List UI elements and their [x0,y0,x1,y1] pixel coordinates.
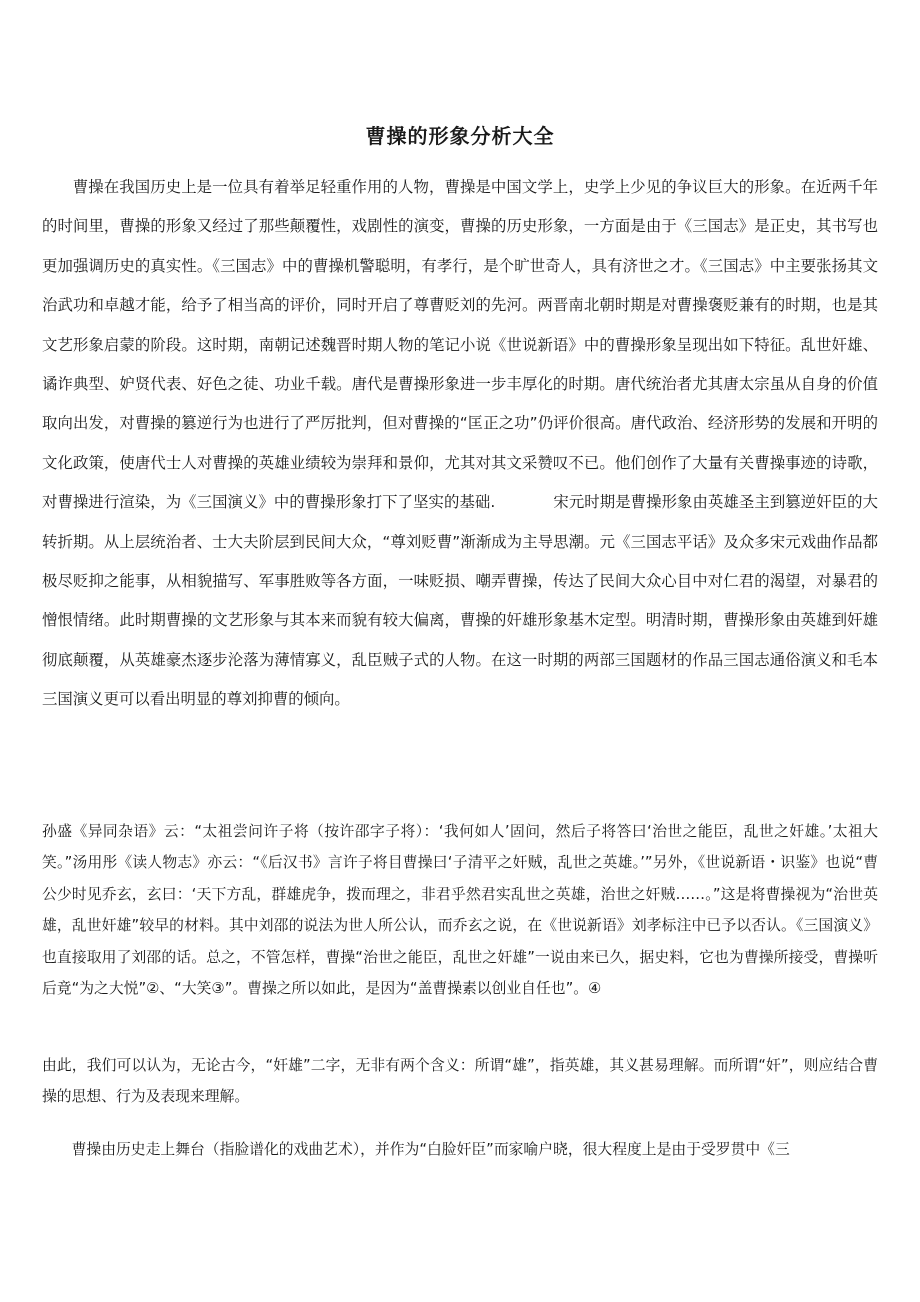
paragraph-1-text-b: 宋元时期是曹操形象由英雄圣主到篡逆奸臣的大转折期。从上层统治者、士大夫阶层到民间大众，“尊刘贬曹”渐渐成为主导思潮。元《三国志平话》及众多宋元戏曲作品都极尽贬抑之能事，从相貌描写、军事胜败等各方面，一味贬损、嘲弄曹操，传达了民间大众心目中对仁君的渴望，对暴君的憎恨情绪。此时期曹操的文艺形象与其本来而貌有较大偏离，曹操的奸雄形象基木定型。明清时期，曹操形象由英雄到奸雄彻底颠覆，从英雄豪杰逐步沦落为薄情寡义，乱臣贼子式的人物。在这一时期的两部三国题材的作品三国志通俗演义和毛本三国演义更可以看出明显的尊刘抑曹的倾向。 [42,493,878,709]
body-paragraph-4: 曹操由历史走上舞台（指脸谱化的戏曲艺术），并作为“白脸奸臣”而家喻户晓，很大程度上是由于受罗贯中《三 [71,1141,790,1158]
body-paragraph-2: 孙盛《异同杂语》云：“太祖尝问许子将（按许邵字子将）：‘我何如人’固问，然后子将答曰‘治世之能臣，乱世之奸雄。’太祖大笑。”汤用彤《读人物志》亦云：“《后汉书》言许子将目曹操曰‘子清平之奸贼，乱世之英雄。’”另外，《世说新语・识鉴》也说“曹公少时见乔玄，玄曰：‘天下方乱，群雄虎争，拨而理之，非君乎然君实乱世之英雄，治世之奸贼……。”这是将曹操视为“治世英雄，乱世奸雄”较早的材料。其中刘邵的说法为世人所公认，而乔玄之说，在《世说新语》刘孝标注中已予以否认。《三国演义》也直接取用了刘邵的话。总之，不管怎样，曹操“治世之能臣，乱世之奸雄”一说由来已久，据史料，它也为曹操所接受，曹操听后竟“为之大悦”②、“大笑③”。曹操之所以如此，是因为“盖曹操素以创业自任也”。④ [42,823,878,998]
body-paragraph-1 [42,168,878,720]
paragraph-1-text-a: 曹操在我国历史上是一位具有着举足轻重作用的人物，曹操是中国文学上，史学上少见的争议巨大的形象。在近两千年的时间里，曹操的形象又经过了那些颠覆性，戏剧性的演变，曹操的历史形象，一方面是由于《三国志》是正史，其书写也更加强调历史的真实性。《三国志》中的曹操机警聪明，有孝行，是个旷世奇人，具有济世之才。《三国志》中主要张扬其文治武功和卓越才能，给予了相当高的评价，同时开启了尊曹贬刘的先河。两晋南北朝时期是对曹操褒贬兼有的时期，也是其文艺形象启蒙的阶段。这时期，南朝记述魏晋时期人物的笔记小说《世说新语》中的曹操形象呈现出如下特征。乱世奸雄、谲诈典型、妒贤代表、好色之徒、功业千载。唐代是曹操形象进一步丰厚化的时期。唐代统治者尤其唐太宗虽从自身的价值取向出发，对曹操的篡逆行为也进行了严厉批判，但对曹操的“匡正之功”仍评价很高。唐代政治、经济形势的发展和开明的文化政策，使唐代士人对曹操的英雄业绩较为崇拜和景仰，尤其对其文采赞叹不已。他们创作了大量有关曹操事迹的诗歌，对曹操进行渲染，为《三国演义》中的曹操形象打下了坚实的基础. [42,178,878,512]
body-paragraph-3: 由此，我们可以认为，无论古今，“奸雄”二字，无非有两个含义：所谓“雄”，指英雄，其义甚易理解。而所谓“奸”，则应结合曹操的思想、行为及表现来理解。 [42,1057,878,1105]
document-title: 曹操的形象分析大全 [365,124,555,148]
